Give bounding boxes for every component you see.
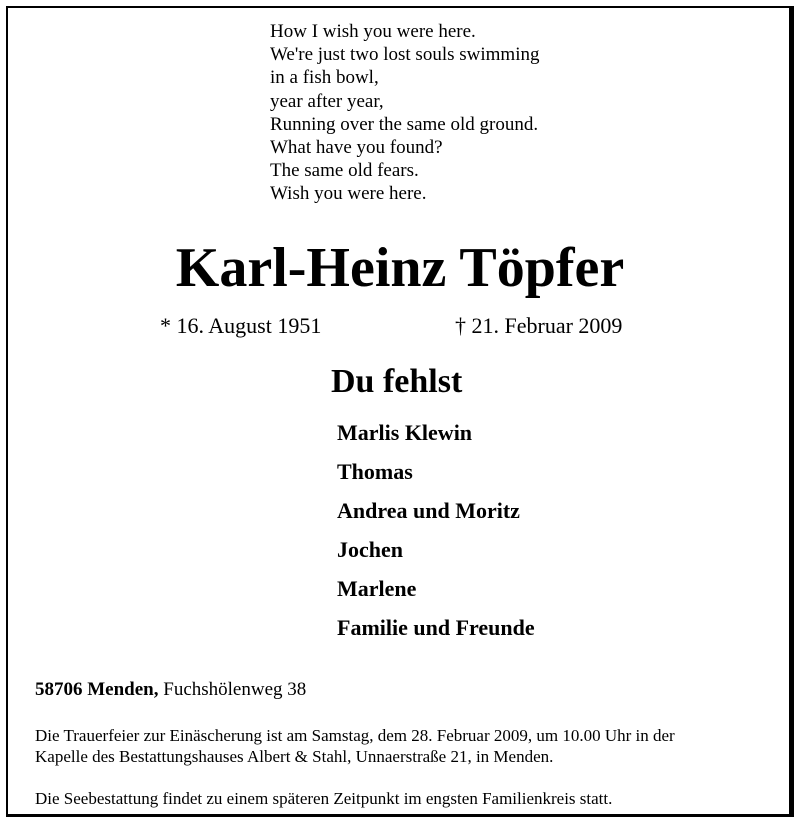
motto: Du fehlst xyxy=(331,363,463,400)
poem xyxy=(270,20,539,206)
deceased-name: Karl-Heinz Töpfer xyxy=(175,237,625,299)
mourner: Familie und Freunde xyxy=(337,615,535,640)
poem-line: We're just two lost souls swimming xyxy=(270,44,540,66)
mourner: Marlis Klewin xyxy=(337,420,473,445)
address-street: Fuchshölenweg 38 xyxy=(163,679,307,700)
poem-line: year after year, xyxy=(270,90,384,112)
poem-line: The same old fears. xyxy=(270,160,419,182)
mourners-list xyxy=(337,420,535,654)
mourner: Andrea und Moritz xyxy=(337,498,520,523)
birth-date: * 16. August 1951 xyxy=(160,313,322,338)
ceremony-notice: Die Trauerfeier zur Einäscherung ist am Samstag, dem 28. Februar 2009, um 10.00 Uhr in der Kapelle des Bestattungshauses Albert & Stahl, Unnaerstraße 21, in Menden. xyxy=(35,726,675,766)
poem-line: What have you found? xyxy=(270,137,443,159)
mourner: Thomas xyxy=(337,459,413,484)
address-city: 58706 Menden, xyxy=(35,679,159,700)
poem-line: Running over the same old ground. xyxy=(270,113,539,135)
address xyxy=(35,678,306,701)
poem-line: Wish you were here. xyxy=(270,183,427,205)
poem-line: in a fish bowl, xyxy=(270,67,379,89)
death-date: † 21. Februar 2009 xyxy=(455,313,623,338)
burial-notice: Die Seebestattung findet zu einem späteren Zeitpunkt im engsten Familienkreis statt. xyxy=(35,789,613,808)
mourner: Marlene xyxy=(337,576,417,601)
poem-line: How I wish you were here. xyxy=(270,21,476,42)
mourner: Jochen xyxy=(337,537,403,562)
